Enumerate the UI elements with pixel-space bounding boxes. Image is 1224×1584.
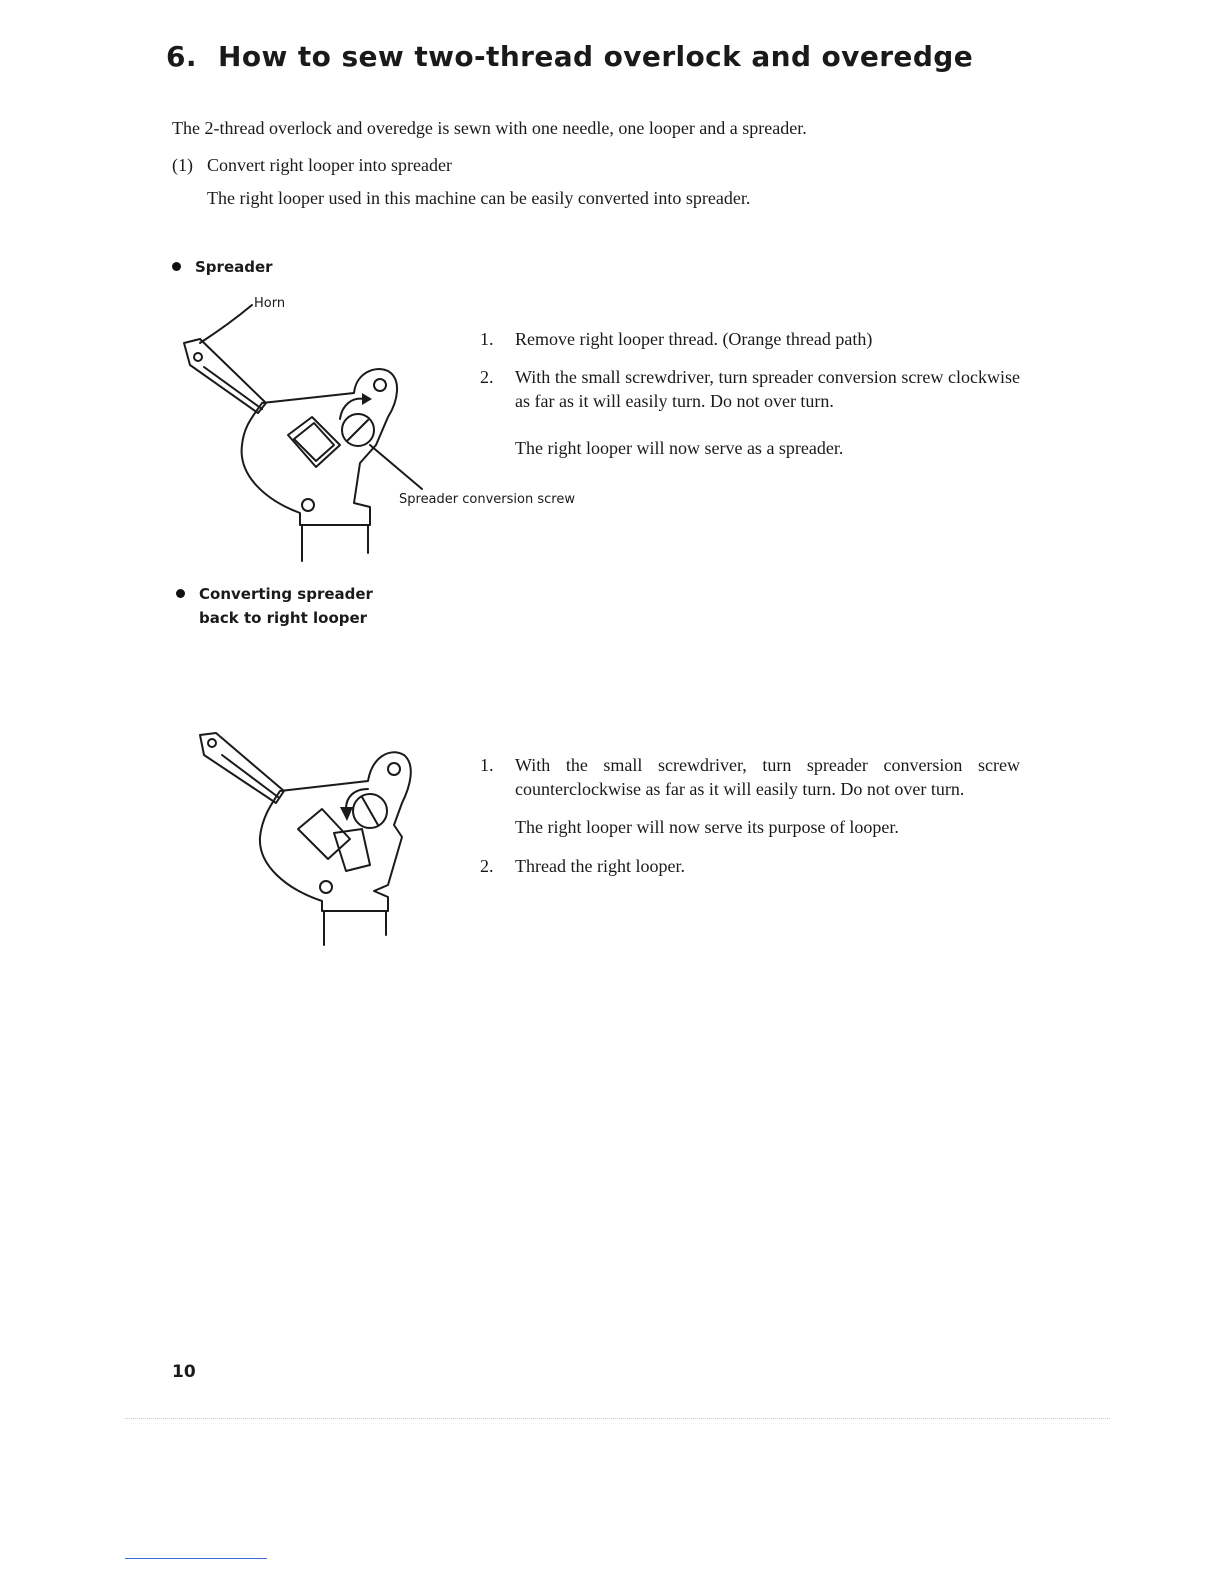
step-text: With the small screwdriver, turn spreader conversion screw counterclockwise as far as it will easily turn. Do not over turn. bbox=[515, 755, 1020, 799]
body-bottom-hole-icon bbox=[302, 499, 314, 511]
section-title: How to sew two-thread overlock and overedge bbox=[218, 40, 974, 73]
screw-leader-line bbox=[370, 445, 422, 489]
body-top-hole-icon bbox=[388, 763, 400, 775]
bullet-dot-icon bbox=[176, 589, 185, 598]
converting-heading-line2: back to right looper bbox=[199, 609, 368, 627]
body-top-hole-icon bbox=[374, 379, 386, 391]
step-number: 1. bbox=[480, 755, 494, 775]
page-number: 10 bbox=[172, 1362, 196, 1382]
screw-label: Spreader conversion screw bbox=[399, 492, 575, 507]
subsection-title: Convert right looper into spreader bbox=[207, 155, 452, 175]
horn-label: Horn bbox=[254, 296, 286, 311]
subsection-number: (1) bbox=[172, 155, 193, 175]
looper-body bbox=[260, 752, 411, 911]
counterclockwise-arrowhead-icon bbox=[340, 807, 353, 821]
looper-shank bbox=[302, 525, 368, 561]
intro-text: The 2-thread overlock and overedge is sewn with one needle, one looper and a spreader. bbox=[172, 118, 807, 138]
step-text: With the small screwdriver, turn spreader conversion screw clockwise as far as it will easily turn. Do not over turn. bbox=[515, 367, 1020, 411]
converting-heading-line1: Converting spreader bbox=[199, 585, 373, 603]
subsection-description: The right looper used in this machine can be easily converted into spreader. bbox=[207, 188, 751, 208]
section-number: 6. bbox=[166, 40, 197, 73]
horn-leader-line bbox=[200, 305, 252, 343]
horn-hole-icon bbox=[194, 353, 202, 361]
page-title bbox=[166, 40, 973, 73]
step-number: 2. bbox=[480, 856, 494, 876]
clockwise-arrowhead-icon bbox=[362, 393, 372, 405]
bullet-dot-icon bbox=[172, 262, 181, 271]
spreader-heading: Spreader bbox=[195, 258, 273, 276]
spreader-step-2 bbox=[480, 365, 1020, 413]
looper-diagram bbox=[190, 725, 430, 950]
step-text: Thread the right looper. bbox=[515, 856, 685, 876]
horn-slot bbox=[204, 367, 262, 409]
body-bottom-hole-icon bbox=[320, 881, 332, 893]
screw-slot-icon bbox=[348, 420, 368, 440]
spreader-step-1 bbox=[480, 327, 1020, 351]
converting-step-1 bbox=[480, 753, 1020, 801]
screw-slot-icon bbox=[362, 797, 378, 825]
looper-block-side bbox=[334, 829, 370, 871]
looper-block bbox=[298, 809, 350, 859]
step-text: Remove right looper thread. (Orange thread path) bbox=[515, 329, 873, 349]
step-number: 2. bbox=[480, 367, 494, 387]
step-number: 1. bbox=[480, 329, 494, 349]
scan-line-divider bbox=[125, 1418, 1110, 1419]
converting-step-2 bbox=[480, 854, 1020, 878]
spreader-diagram bbox=[170, 295, 430, 575]
spreader-result: The right looper will now serve as a spreader. bbox=[515, 438, 844, 458]
converting-result: The right looper will now serve its purpose of looper. bbox=[515, 817, 899, 837]
looper-shank bbox=[324, 911, 386, 945]
bottom-edge-line bbox=[125, 1558, 267, 1559]
horn-hole-icon bbox=[208, 739, 216, 747]
